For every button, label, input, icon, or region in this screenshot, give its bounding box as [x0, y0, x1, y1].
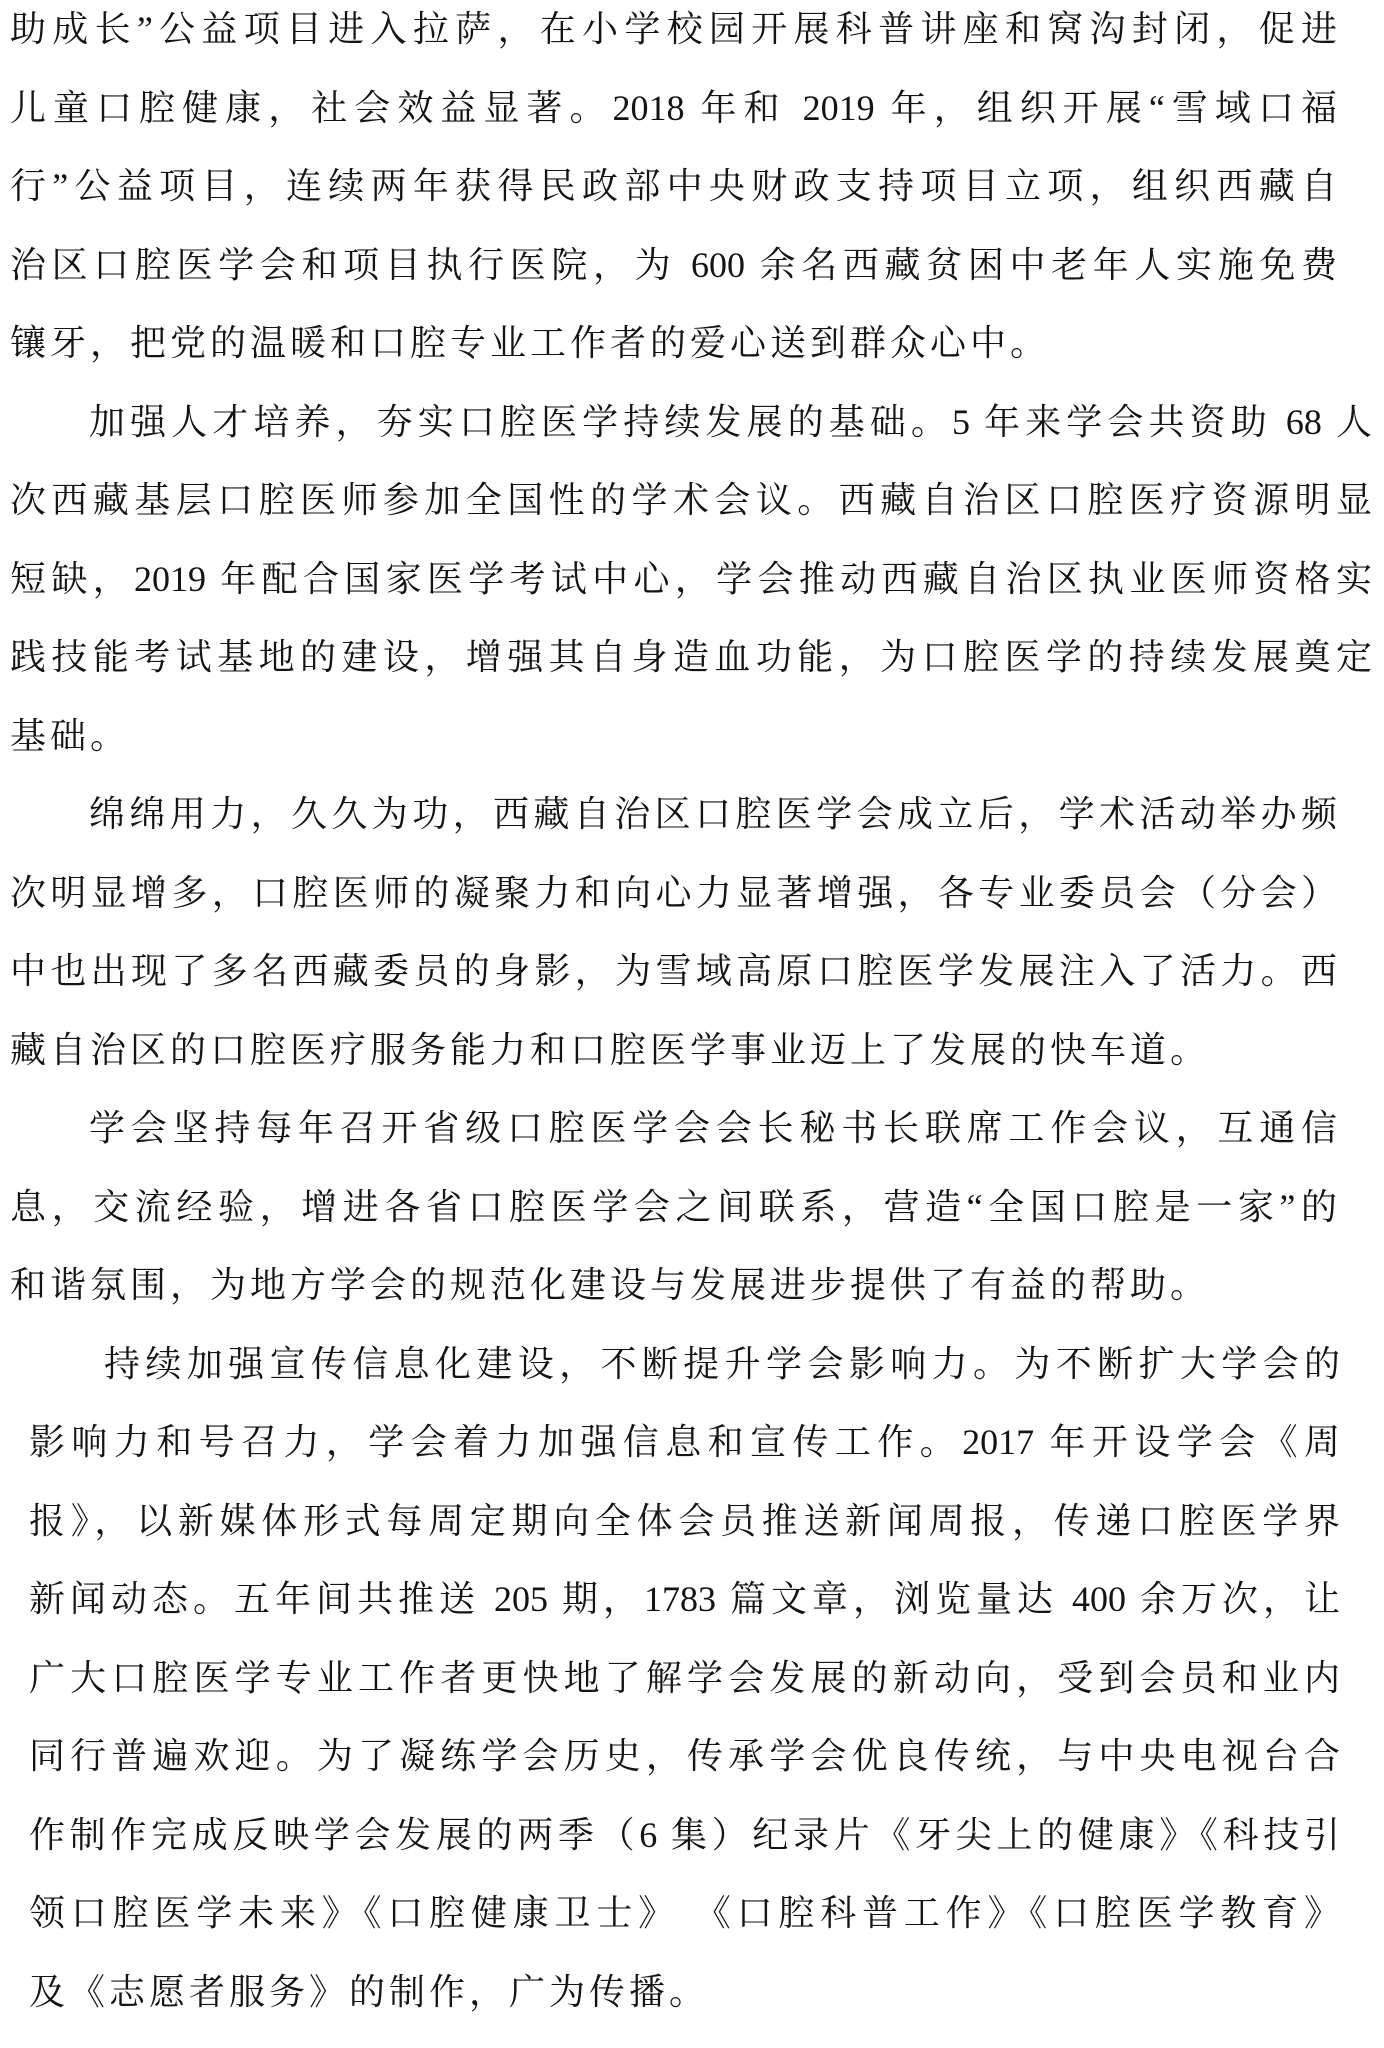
paragraph-academic-activities — [0, 785, 1384, 1099]
text-line: 藏自治区的口腔医疗服务能力和口腔医学事业迈上了发展的快车道。 — [10, 1029, 1211, 1070]
text-line: 作制作完成反映学会发展的两季（6 集）纪录片《牙尖上的健康》《科技引 — [29, 1814, 1340, 1855]
text-line: 助成长”公益项目进入拉萨，在小学校园开展科普讲座和窝沟封闭，促进 — [10, 9, 1337, 49]
text-line: 和谐氛围，为地方学会的规范化建设与发展进步提供了有益的帮助。 — [10, 1265, 1211, 1305]
text-line: 息，交流经验，增进各省口腔医学会之间联系，营造“全国口腔是一家”的 — [10, 1186, 1337, 1227]
text-line: 广大口腔医学专业工作者更快地了解学会发展的新动向，受到会员和业内 — [29, 1657, 1340, 1698]
text-line: 及《志愿者服务》的制作，广为传播。 — [29, 1971, 710, 2012]
text-line: 同行普遍欢迎。为了凝练学会历史，传承学会优良传统，与中央电视台合 — [29, 1736, 1340, 1776]
text-line: 影响力和号召力，学会着力加强信息和宣传工作。2017 年开设学会《周 — [29, 1422, 1340, 1462]
text-line: 中也出现了多名西藏委员的身影，为雪域高原口腔医学发展注入了活力。西 — [10, 951, 1337, 991]
text-line: 基础。 — [10, 715, 131, 756]
text-line: 镶牙，把党的温暖和口腔专业工作者的爱心送到群众心中。 — [10, 323, 1051, 363]
text-line: 持续加强宣传信息化建设，不断提升学会影响力。为不断扩大学会的 — [104, 1343, 1340, 1384]
text-line: 治区口腔医学会和项目执行医院，为 600 余名西藏贫困中老年人实施免费 — [10, 244, 1337, 285]
text-line: 儿童口腔健康，社会效益显著。2018 年和 2019 年，组织开展“雪域口福 — [10, 87, 1337, 128]
text-line: 加强人才培养，夯实口腔医学持续发展的基础。5 年来学会共资助 68 人 — [89, 401, 1372, 442]
text-line: 绵绵用力，久久为功，西藏自治区口腔医学会成立后，学术活动举办频 — [89, 794, 1337, 834]
paragraph-joint-meeting — [0, 1099, 1384, 1335]
text-line: 践技能考试基地的建设，增强其自身造血功能，为口腔医学的持续发展奠定 — [10, 637, 1372, 677]
text-line: 报》，以新媒体形式每周定期向全体会员推送新闻周报，传递口腔医学界 — [29, 1500, 1340, 1541]
text-line: 短缺，2019 年配合国家医学考试中心，学会推动西藏自治区执业医师资格实 — [10, 558, 1372, 599]
text-line: 行”公益项目，连续两年获得民政部中央财政支持项目立项，组织西藏自 — [10, 166, 1337, 206]
paragraph-continued — [0, 0, 1384, 393]
paragraph-talent-training — [0, 393, 1384, 786]
text-line: 次西藏基层口腔医师参加全国性的学术会议。西藏自治区口腔医疗资源明显 — [10, 480, 1372, 520]
text-line: 学会坚持每年召开省级口腔医学会会长秘书长联席工作会议，互通信 — [89, 1108, 1337, 1148]
text-line: 次明显增多，口腔医师的凝聚力和向心力显著增强，各专业委员会（分会） — [10, 872, 1337, 913]
paragraph-publicity — [0, 1335, 1384, 2042]
text-line: 新闻动态。五年间共推送 205 期，1783 篇文章，浏览量达 400 余万次，让 — [29, 1579, 1340, 1619]
text-line: 领口腔医学未来》《口腔健康卫士》 《口腔科普工作》《口腔医学教育》 — [29, 1893, 1340, 1933]
